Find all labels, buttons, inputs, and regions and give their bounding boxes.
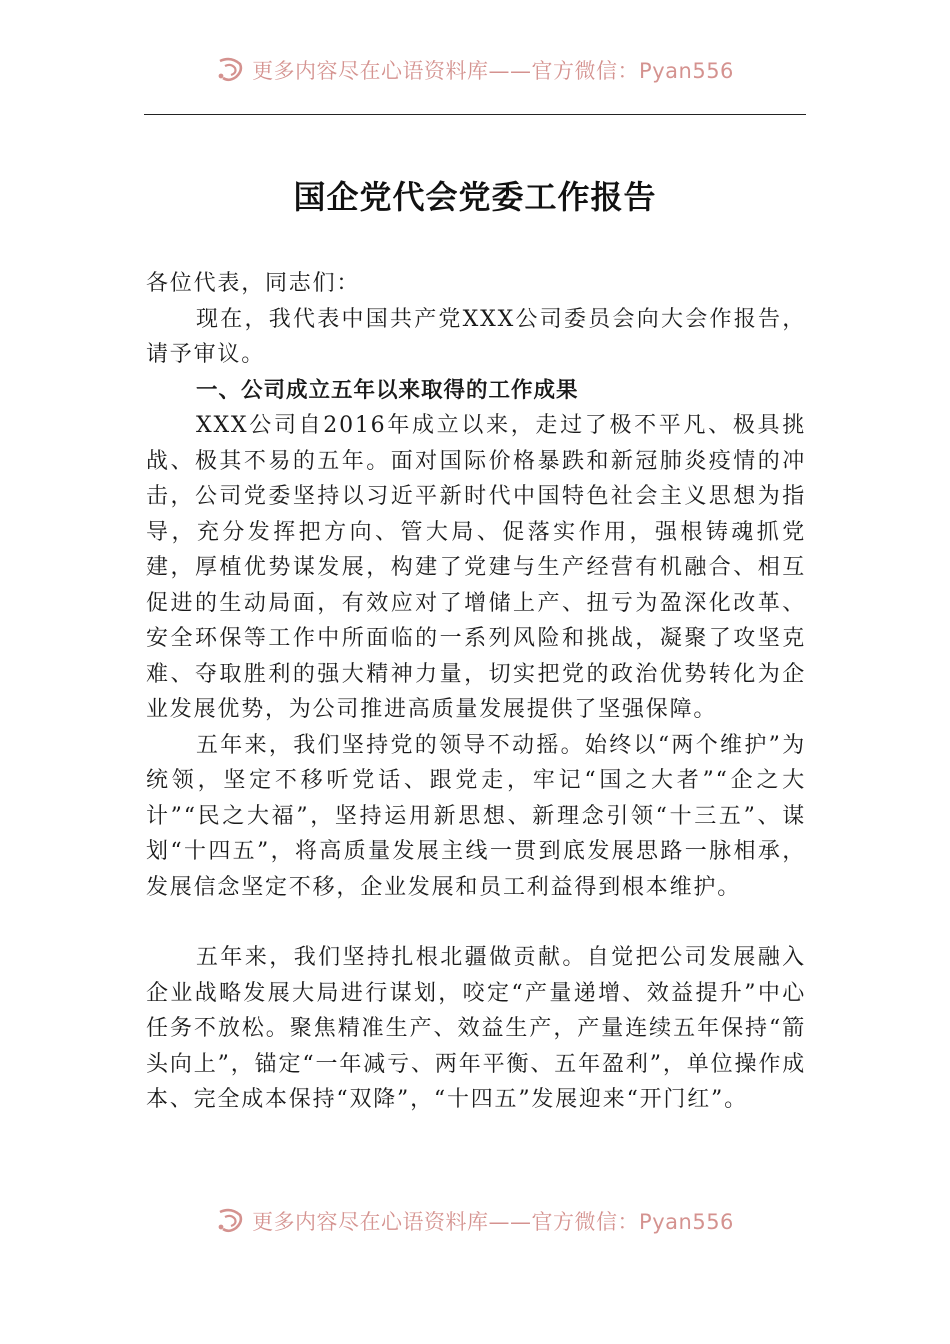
document-body [146,266,806,1118]
watermark-logo-icon [216,57,246,83]
watermark-text: 更多内容尽在心语资料库——官方微信：Pyan556 [252,1210,734,1234]
paragraph-2: 五年来，我们坚持党的领导不动摇。始终以“两个维护”为统领，坚定不移听党话、跟党走，牢记“国之大者”“企之大计”“民之大福”，坚持运用新思想、新理念引领“十三五”、谋划“十四五”，将高质量发展主线一贯到底发展思路一脉相承，发展信念坚定不移，企业发展和员工利益得到根本维护。 [146,732,806,900]
intro-paragraph: 现在，我代表中国共产党XXX公司委员会向大会作报告，请予审议。 [146,306,806,367]
watermark-bottom [0,1203,950,1239]
watermark-top [0,52,950,88]
greeting: 各位代表，同志们： [146,271,361,296]
paragraph-1: XXX公司自2016年成立以来，走过了极不平凡、极具挑战、极其不易的五年。面对国际价格暴跌和新冠肺炎疫情的冲击，公司党委坚持以习近平新时代中国特色社会主义思想为指导，充分发挥把方向、管大局、促落实作用，强根铸魂抓党建，厚植优势谋发展，构建了党建与生产经营有机融合、相互促进的生动局面，有效应对了增储上产、扭亏为盈深化改革、安全环保等工作中所面临的一系列风险和挑战，凝聚了攻坚克难、夺取胜利的强大精神力量，切实把党的政治优势转化为企业发展优势，为公司推进高质量发展提供了坚强保障。 [146,413,806,722]
header-divider [144,114,806,115]
paragraph-3: 五年来，我们坚持扎根北疆做贡献。自觉把公司发展融入企业战略发展大局进行谋划，咬定“产量递增、效益提升”中心任务不放松。聚焦精准生产、效益生产，产量连续五年保持“箭头向上”，锚定“一年减亏、两年平衡、五年盈利”，单位操作成本、完全成本保持“双降”，“十四五”发展迎来“开门红”。 [146,945,806,1112]
watermark-logo-icon [216,1208,246,1234]
watermark-text: 更多内容尽在心语资料库——官方微信：Pyan556 [252,59,734,83]
document-title: 国企党代会党委工作报告 [293,178,657,216]
section-heading: 一、公司成立五年以来取得的工作成果 [196,377,579,403]
